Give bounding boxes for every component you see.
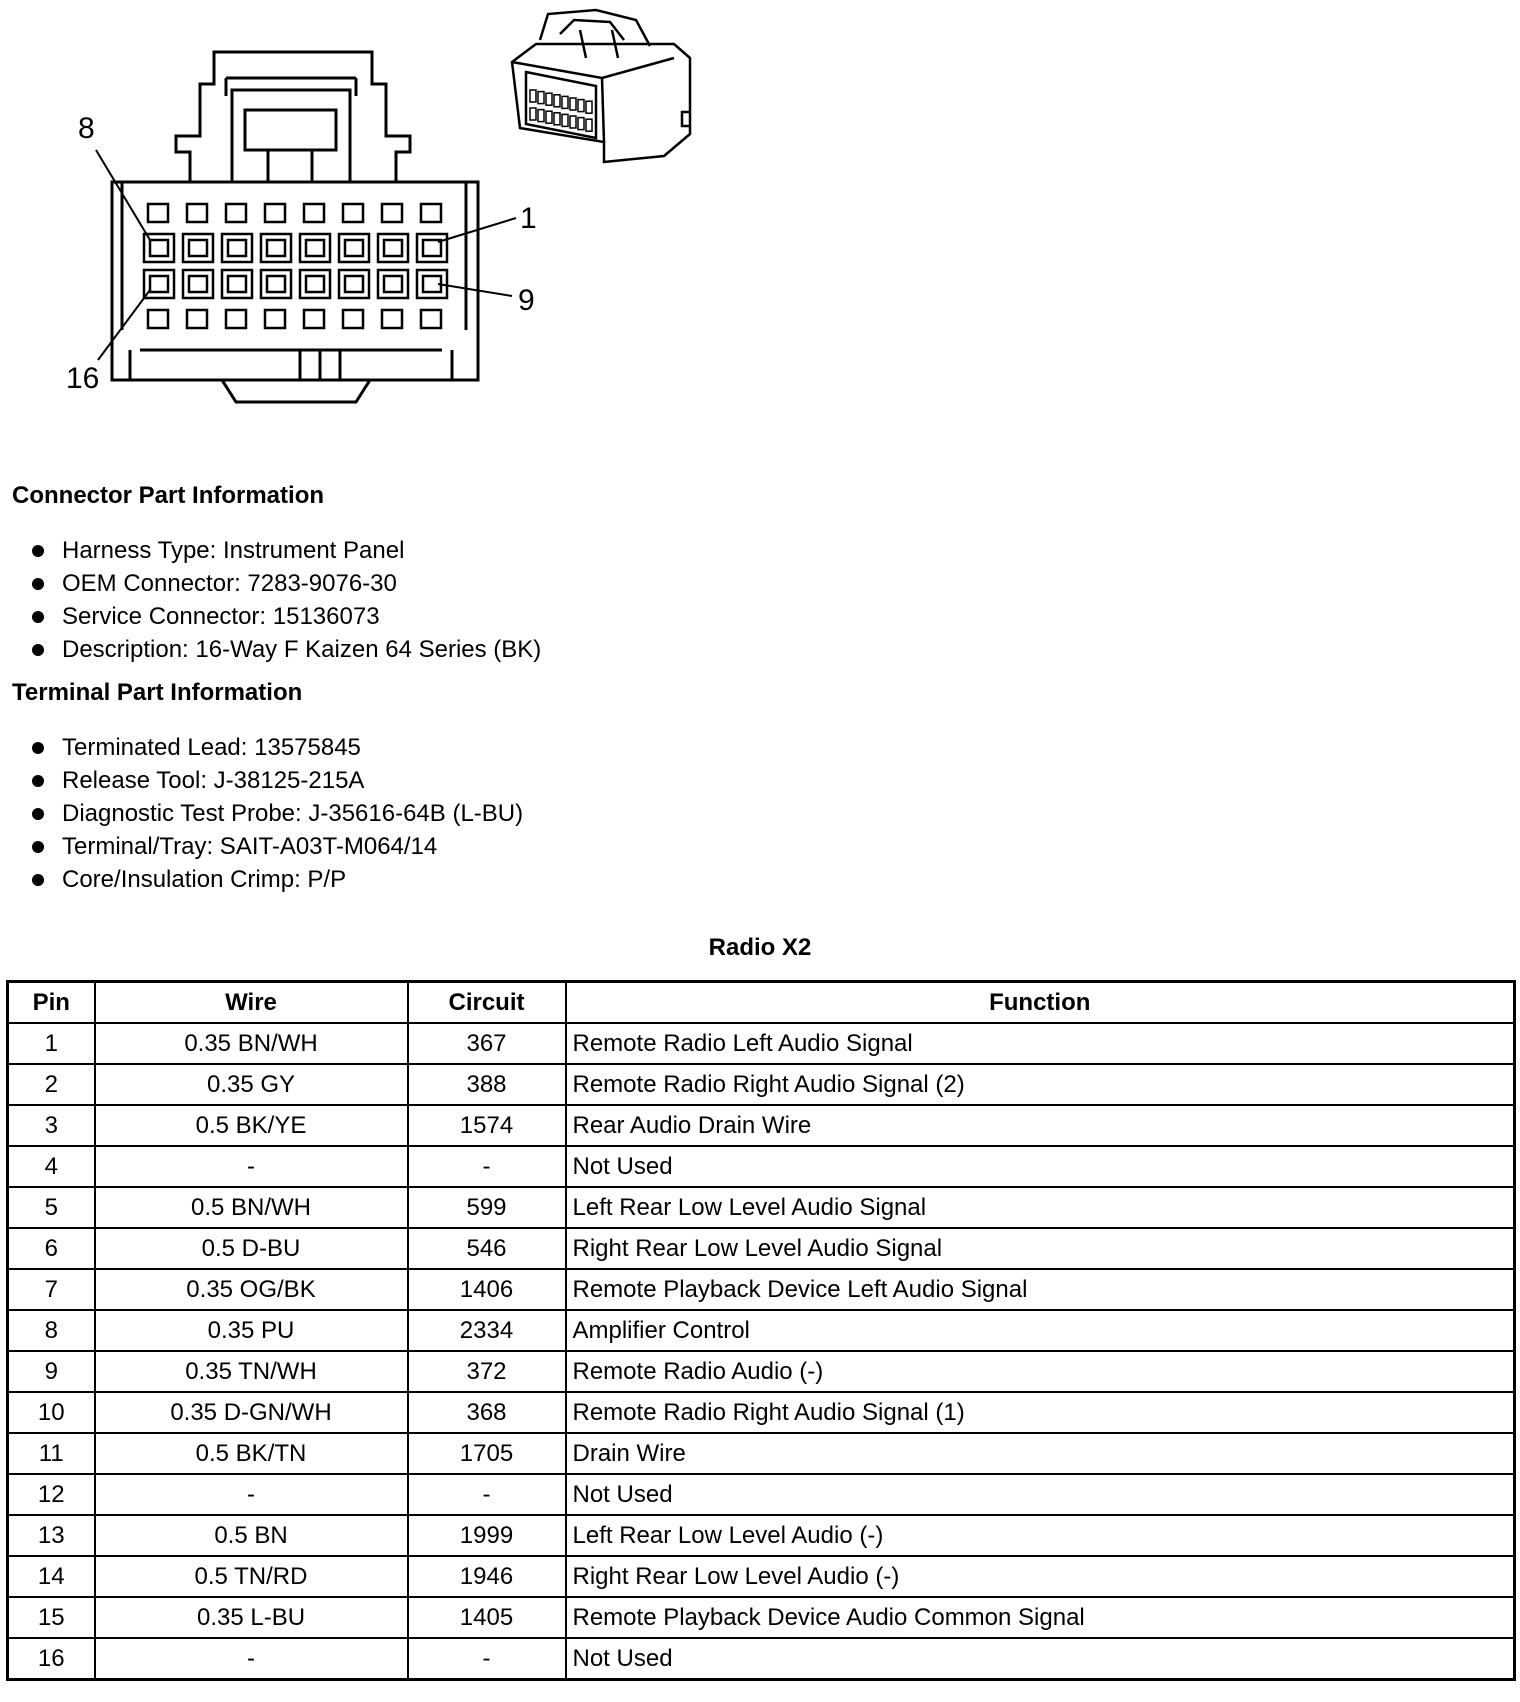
cell-circuit: 1946 <box>408 1556 566 1597</box>
cell-pin: 6 <box>8 1228 95 1269</box>
pin-cavity <box>378 270 408 298</box>
connector-info-title: Connector Part Information <box>12 482 325 509</box>
pin-cavity <box>300 234 330 262</box>
cell-wire: 0.35 OG/BK <box>95 1269 408 1310</box>
table-row <box>8 1515 1515 1556</box>
cell-function: Right Rear Low Level Audio Signal <box>566 1228 1515 1269</box>
guide-slot <box>343 204 363 222</box>
guide-slot <box>421 204 441 222</box>
cell-pin: 11 <box>8 1433 95 1474</box>
guide-slot <box>421 310 441 328</box>
connector-iso-view <box>512 10 690 162</box>
cell-wire: 0.35 PU <box>95 1310 408 1351</box>
table-row <box>8 1351 1515 1392</box>
table-row <box>8 1638 1515 1680</box>
guide-slot <box>148 310 168 328</box>
pin-cavity <box>261 234 291 262</box>
list-item: Release Tool: J-38125-215A <box>32 764 523 797</box>
cell-function: Remote Radio Audio (-) <box>566 1351 1515 1392</box>
header-function: Function <box>566 982 1515 1024</box>
pin-cavity <box>378 234 408 262</box>
guide-slot <box>226 204 246 222</box>
cell-wire: 0.5 BN/WH <box>95 1187 408 1228</box>
cell-circuit: 372 <box>408 1351 566 1392</box>
terminal-info-title: Terminal Part Information <box>12 679 303 706</box>
list-item: Description: 16-Way F Kaizen 64 Series (BK) <box>32 633 541 666</box>
table-header-row <box>8 982 1515 1024</box>
cell-pin: 3 <box>8 1105 95 1146</box>
cell-wire: - <box>95 1474 408 1515</box>
cell-function: Amplifier Control <box>566 1310 1515 1351</box>
table-row <box>8 1310 1515 1351</box>
connector-bottom-tab <box>222 380 370 402</box>
cell-function: Not Used <box>566 1638 1515 1680</box>
table-row <box>8 1146 1515 1187</box>
table-row <box>8 1556 1515 1597</box>
guide-slot <box>148 204 168 222</box>
cell-function: Not Used <box>566 1474 1515 1515</box>
pin-cavity <box>339 270 369 298</box>
cell-pin: 4 <box>8 1146 95 1187</box>
cell-wire: 0.35 BN/WH <box>95 1023 408 1064</box>
cell-pin: 15 <box>8 1597 95 1638</box>
table-title: Radio X2 <box>708 934 812 961</box>
connector-diagram <box>0 0 760 420</box>
cell-circuit: 388 <box>408 1064 566 1105</box>
pin-cavity <box>261 270 291 298</box>
terminal-info-list <box>32 731 523 896</box>
pin-cavity <box>222 234 252 262</box>
cell-wire: 0.5 TN/RD <box>95 1556 408 1597</box>
cell-circuit: 368 <box>408 1392 566 1433</box>
guide-slot <box>187 310 207 328</box>
cell-pin: 14 <box>8 1556 95 1597</box>
pin-cavity <box>339 234 369 262</box>
cell-pin: 12 <box>8 1474 95 1515</box>
callout-label-pin16: 16 <box>66 362 100 395</box>
cell-circuit: 1405 <box>408 1597 566 1638</box>
table-row <box>8 1269 1515 1310</box>
guide-slot <box>226 310 246 328</box>
callout-label-pin9: 9 <box>518 284 535 317</box>
cell-function: Remote Radio Left Audio Signal <box>566 1023 1515 1064</box>
cell-wire: 0.5 BK/YE <box>95 1105 408 1146</box>
cell-pin: 1 <box>8 1023 95 1064</box>
list-item: OEM Connector: 7283-9076-30 <box>32 567 541 600</box>
guide-slot <box>265 310 285 328</box>
table-row <box>8 1474 1515 1515</box>
guide-slot <box>304 310 324 328</box>
pin-cavity <box>183 270 213 298</box>
guide-slot <box>265 204 285 222</box>
cell-circuit: 367 <box>408 1023 566 1064</box>
table-row <box>8 1187 1515 1228</box>
cell-pin: 10 <box>8 1392 95 1433</box>
cell-function: Rear Audio Drain Wire <box>566 1105 1515 1146</box>
cell-pin: 5 <box>8 1187 95 1228</box>
pin-cavity <box>417 234 447 262</box>
cell-circuit: 546 <box>408 1228 566 1269</box>
list-item: Terminated Lead: 13575845 <box>32 731 523 764</box>
cell-circuit: 1999 <box>408 1515 566 1556</box>
connector-latch <box>176 52 410 182</box>
cell-circuit: 1705 <box>408 1433 566 1474</box>
cell-circuit: 1406 <box>408 1269 566 1310</box>
cell-function: Remote Radio Right Audio Signal (2) <box>566 1064 1515 1105</box>
cell-pin: 16 <box>8 1638 95 1680</box>
cell-pin: 8 <box>8 1310 95 1351</box>
cell-function: Not Used <box>566 1146 1515 1187</box>
cell-function: Right Rear Low Level Audio (-) <box>566 1556 1515 1597</box>
cell-pin: 9 <box>8 1351 95 1392</box>
cell-wire: 0.5 D-BU <box>95 1228 408 1269</box>
callout-label-pin1: 1 <box>520 202 537 235</box>
cell-pin: 2 <box>8 1064 95 1105</box>
table-row <box>8 1023 1515 1064</box>
cell-wire: 0.35 D-GN/WH <box>95 1392 408 1433</box>
cell-function: Remote Playback Device Left Audio Signal <box>566 1269 1515 1310</box>
callout-line-pin9 <box>438 284 512 296</box>
cell-function: Remote Radio Right Audio Signal (1) <box>566 1392 1515 1433</box>
header-wire: Wire <box>95 982 408 1024</box>
pin-cavity <box>144 270 174 298</box>
cell-circuit: 1574 <box>408 1105 566 1146</box>
cell-wire: 0.5 BN <box>95 1515 408 1556</box>
pinout-table <box>6 980 1516 1681</box>
cell-function: Drain Wire <box>566 1433 1515 1474</box>
cell-circuit: 599 <box>408 1187 566 1228</box>
callout-label-pin8: 8 <box>78 112 95 145</box>
cell-function: Remote Playback Device Audio Common Signal <box>566 1597 1515 1638</box>
list-item: Harness Type: Instrument Panel <box>32 534 541 567</box>
cell-function: Left Rear Low Level Audio (-) <box>566 1515 1515 1556</box>
list-item: Terminal/Tray: SAIT-A03T-M064/14 <box>32 830 523 863</box>
list-item: Diagnostic Test Probe: J-35616-64B (L-BU) <box>32 797 523 830</box>
cell-pin: 7 <box>8 1269 95 1310</box>
cell-wire: 0.5 BK/TN <box>95 1433 408 1474</box>
cell-circuit: - <box>408 1146 566 1187</box>
cell-wire: - <box>95 1638 408 1680</box>
cell-wire: 0.35 TN/WH <box>95 1351 408 1392</box>
connector-info-list <box>32 534 541 666</box>
cell-pin: 13 <box>8 1515 95 1556</box>
table-row <box>8 1433 1515 1474</box>
cell-circuit: - <box>408 1638 566 1680</box>
guide-slot <box>343 310 363 328</box>
cell-wire: - <box>95 1146 408 1187</box>
cell-circuit: 2334 <box>408 1310 566 1351</box>
table-row <box>8 1064 1515 1105</box>
pin-cavity <box>222 270 252 298</box>
cell-circuit: - <box>408 1474 566 1515</box>
cell-wire: 0.35 L-BU <box>95 1597 408 1638</box>
cell-function: Left Rear Low Level Audio Signal <box>566 1187 1515 1228</box>
list-item: Service Connector: 15136073 <box>32 600 541 633</box>
pin-cavity <box>300 270 330 298</box>
guide-slot <box>187 204 207 222</box>
list-item: Core/Insulation Crimp: P/P <box>32 863 523 896</box>
guide-slot <box>382 310 402 328</box>
table-row <box>8 1392 1515 1433</box>
table-row <box>8 1105 1515 1146</box>
table-row <box>8 1228 1515 1269</box>
pin-cavity <box>183 234 213 262</box>
guide-slot <box>304 204 324 222</box>
table-row <box>8 1597 1515 1638</box>
cell-wire: 0.35 GY <box>95 1064 408 1105</box>
header-pin: Pin <box>8 982 95 1024</box>
header-circuit: Circuit <box>408 982 566 1024</box>
guide-slot <box>382 204 402 222</box>
